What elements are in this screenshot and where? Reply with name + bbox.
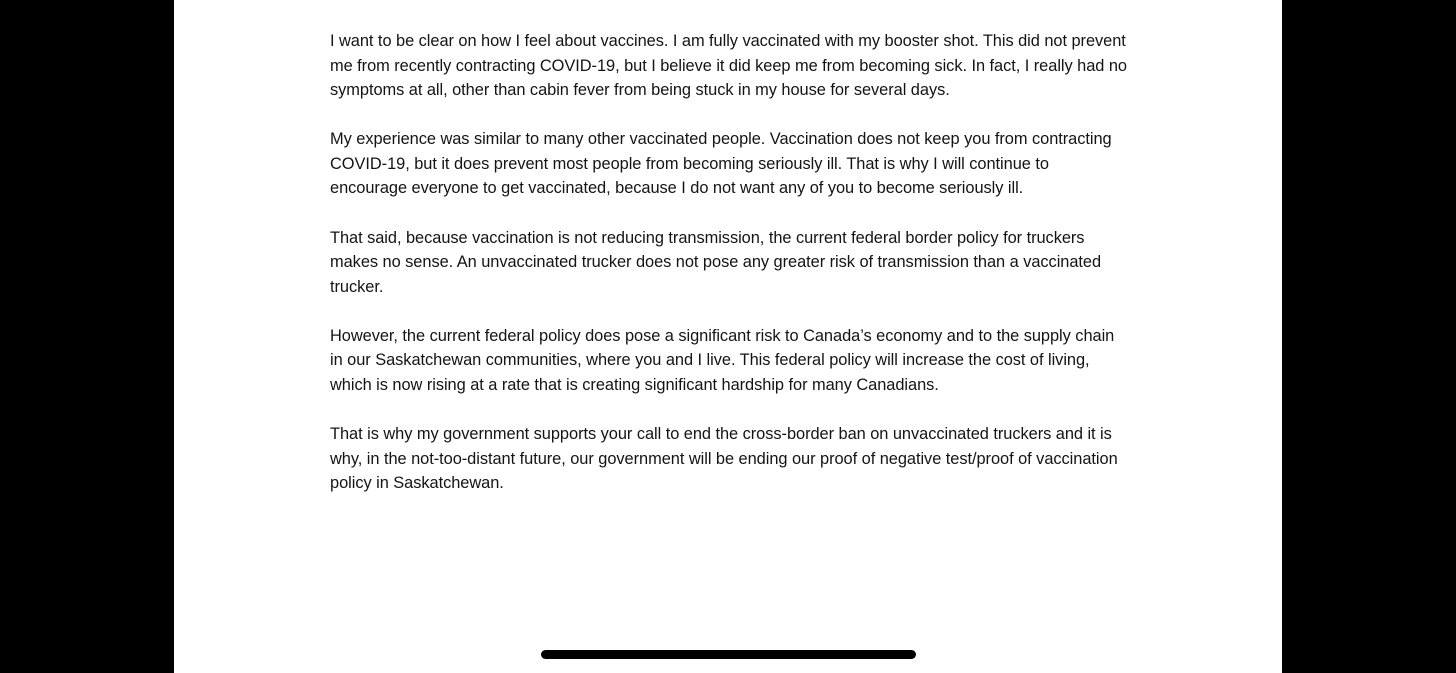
paragraph-vaccination-status: I want to be clear on how I feel about vaccines. I am fully vaccinated with my booster shot. This did not prevent me from recently contracting COVID-19, but I believe it did keep me from becoming sick. In fact, I really had no symptoms at all, other than cabin fever from being stuck in my house for several days.: [330, 32, 1127, 100]
paragraph-economic-risk: However, the current federal policy does pose a significant risk to Canada’s economy and to the supply chain in our Saskatchewan communities, where you and I live. This federal policy will increase the cost of living, which is now rising at a rate that is creating significant hardship for many Canadians.: [330, 326, 1115, 395]
paragraph-government-support: That is why my government supports your call to end the cross-border ban on unvaccinated truckers and it is why, in the not-too-distant future, our government will be ending our proof of negative test/proof of vaccination policy in Saskatchewan.: [330, 425, 1118, 493]
home-indicator-bar[interactable]: [541, 650, 916, 659]
document-page[interactable]: [174, 0, 1282, 673]
letter-body: [330, 29, 1130, 520]
paragraph-border-policy: That said, because vaccination is not reducing transmission, the current federal border policy for truckers makes no sense. An unvaccinated trucker does not pose any greater risk of transmission than a vaccinated trucker.: [330, 228, 1102, 296]
paragraph-vaccinated-experience: My experience was similar to many other vaccinated people. Vaccination does not keep you from contracting COVID-19, but it does prevent most people from becoming seriously ill. That is why I will continue to encourage everyone to get vaccinated, because I do not want any of you to become seriously ill.: [330, 130, 1112, 198]
